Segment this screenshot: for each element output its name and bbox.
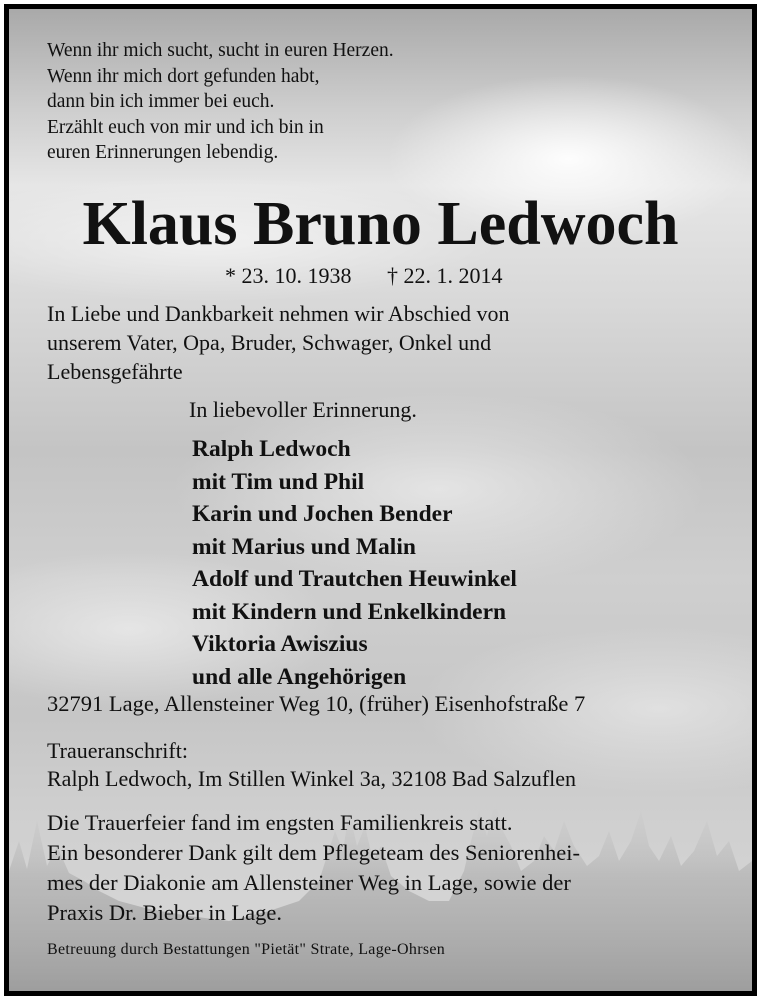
farewell-line: unserem Vater, Opa, Bruder, Schwager, Onkel und [47,330,492,355]
farewell-line: In Liebe und Dankbarkeit nehmen wir Abschied von [47,301,510,326]
life-dates [225,263,533,289]
farewell-text [47,299,509,386]
mourner: Adolf und Trautchen Heuwinkel [192,566,517,592]
poem-line: Erzählt euch von mir und ich bin in [47,116,324,138]
mourning-address [47,737,576,793]
poem-line: dann bin ich immer bei euch. [47,91,275,112]
mourner: mit Kindern und Enkelkindern [192,598,507,625]
memory-line: In liebevoller Erinnerung. [189,397,417,422]
poem-line: Wenn ihr mich dort gefunden habt, [47,65,320,87]
birth-date: * 23. 10. 1938 [225,263,352,288]
funeral-notice-line: Praxis Dr. Bieber in Lage. [47,900,282,925]
undertaker-credit: Betreuung durch Bestattungen "Pietät" Strate, Lage-Ohrsen [47,941,446,958]
funeral-notice-line: mes der Diakonie am Allensteiner Weg in Lage, sowie der [47,870,571,895]
mourner: mit Tim und Phil [192,468,365,495]
mourning-address-value: Ralph Ledwoch, Im Stillen Winkel 3a, 32108 Bad Salzuflen [47,766,577,791]
deceased-name: Klaus Bruno Ledwoch [82,190,679,258]
poem-line: euren Erinnerungen lebendig. [47,142,279,163]
mourners-list [192,433,517,693]
mourner: Ralph Ledwoch [192,436,351,462]
funeral-notice [47,808,580,928]
mourner: Karin und Jochen Bender [192,501,453,527]
funeral-notice-line: Die Trauerfeier fand im engsten Familienkreis statt. [47,810,513,835]
poem-line: Wenn ihr mich sucht, sucht in euren Herzen. [47,40,394,61]
mourner: mit Marius und Malin [192,533,416,560]
address-line: 32791 Lage, Allensteiner Weg 10, (früher) Eisenhofstraße 7 [47,691,586,716]
farewell-line: Lebensgefährte [47,359,183,384]
mourner: und alle Angehörigen [192,663,407,690]
poem [47,38,394,166]
mourner: Viktoria Awiszius [192,631,368,657]
death-date: † 22. 1. 2014 [387,263,503,288]
mourning-address-label: Traueranschrift: [47,738,188,763]
obituary-frame [4,4,757,996]
funeral-notice-line: Ein besonderer Dank gilt dem Pflegeteam des Seniorenhei- [47,840,580,865]
